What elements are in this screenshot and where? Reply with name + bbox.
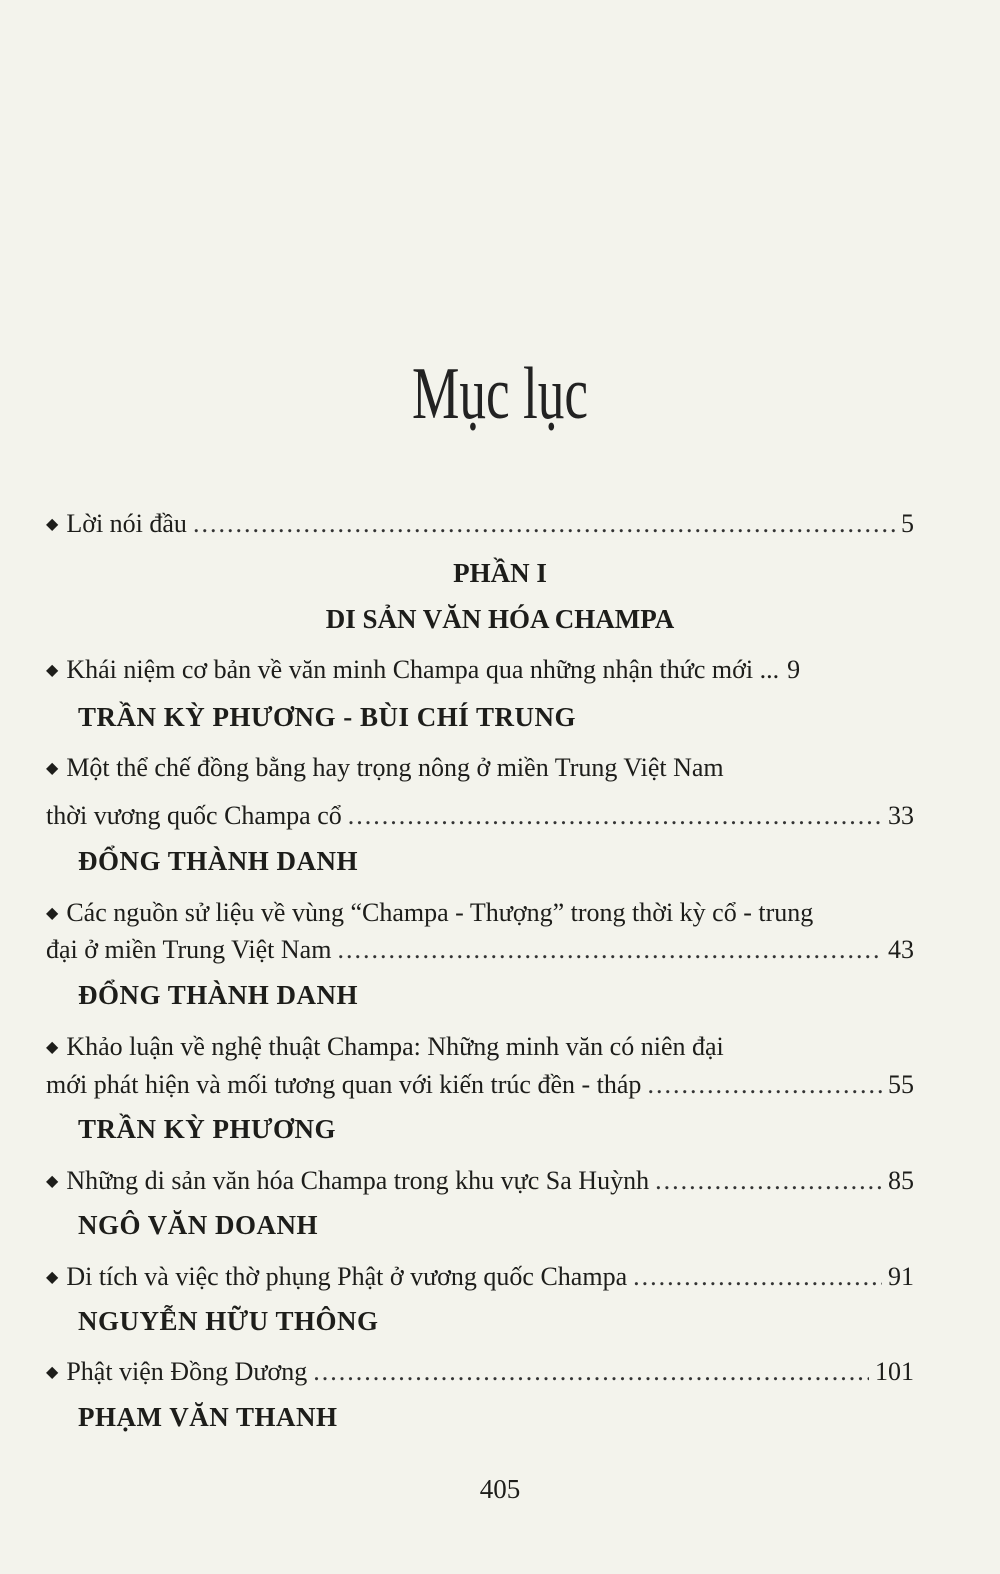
entry-author: NGÔ VĂN DOANH <box>78 1210 319 1240</box>
toc-entry <box>46 1356 914 1392</box>
entry-author: NGUYỄN HỮU THÔNG <box>78 1306 379 1336</box>
entry-author: ĐỔNG THÀNH DANH <box>78 980 359 1010</box>
entry-label-cont: đại ở miền Trung Việt Nam <box>46 935 332 964</box>
toc-entry-cont <box>46 1069 914 1101</box>
part-name: DI SẢN VĂN HÓA CHAMPA <box>325 604 675 634</box>
entry-page: 33 <box>888 801 914 830</box>
toc-entry-intro <box>46 508 914 544</box>
page-number: 405 <box>479 1474 521 1504</box>
entry-label: Khảo luận về nghệ thuật Champa: Những minh văn có niên đại <box>66 1032 724 1061</box>
entry-page: 5 <box>901 509 914 538</box>
toc-entry <box>46 1165 914 1201</box>
entry-page: 9 <box>787 655 801 684</box>
entry-author: TRẦN KỲ PHƯƠNG - BÙI CHÍ TRUNG <box>78 702 577 732</box>
entry-label: Lời nói đầu <box>66 509 187 538</box>
entry-author: PHẠM VĂN THANH <box>78 1402 338 1432</box>
page-title: Mục lục <box>411 353 589 435</box>
entry-author: ĐỔNG THÀNH DANH <box>78 846 359 876</box>
diamond-bullet-icon: ◆ <box>46 516 59 533</box>
toc-entry-cont <box>46 934 914 966</box>
entry-page: 43 <box>888 935 914 964</box>
leader-dots <box>313 1356 869 1388</box>
leader-dots <box>647 1069 882 1101</box>
diamond-bullet-icon: ◆ <box>46 1364 59 1381</box>
entry-label: Khái niệm cơ bản về văn minh Champa qua những nhận thức mới ... <box>66 655 780 684</box>
entry-author: TRẦN KỲ PHƯƠNG <box>78 1114 336 1144</box>
entry-label: Một thể chế đồng bằng hay trọng nông ở miền Trung Việt Nam <box>66 753 724 782</box>
leader-dots <box>655 1165 882 1197</box>
entry-label: Di tích và việc thờ phụng Phật ở vương quốc Champa <box>66 1262 628 1291</box>
entry-label: Các nguồn sử liệu về vùng “Champa - Thượng” trong thời kỳ cổ - trung <box>66 898 814 927</box>
leader-dots <box>337 934 882 966</box>
diamond-bullet-icon: ◆ <box>46 760 59 777</box>
entry-page: 91 <box>888 1262 914 1291</box>
entry-page: 101 <box>875 1357 914 1386</box>
leader-dots <box>348 800 882 832</box>
entry-label: Phật viện Đồng Dương <box>66 1357 308 1386</box>
toc-entry <box>46 654 914 690</box>
diamond-bullet-icon: ◆ <box>46 1039 59 1056</box>
entry-page: 55 <box>888 1070 914 1099</box>
diamond-bullet-icon: ◆ <box>46 1269 59 1286</box>
leader-dots <box>193 508 895 540</box>
diamond-bullet-icon: ◆ <box>46 1173 59 1190</box>
toc-entry-cont <box>46 800 914 832</box>
diamond-bullet-icon: ◆ <box>46 662 59 679</box>
entry-label-cont: mới phát hiện và mối tương quan với kiến trúc đền - tháp <box>46 1070 642 1099</box>
part-number: PHẦN I <box>453 558 547 588</box>
entry-page: 85 <box>888 1166 914 1195</box>
toc-entry <box>46 1031 914 1067</box>
entry-label: Những di sản văn hóa Champa trong khu vực Sa Huỳnh <box>66 1166 650 1195</box>
diamond-bullet-icon: ◆ <box>46 905 59 922</box>
toc-entry <box>46 897 914 933</box>
leader-dots <box>633 1261 882 1293</box>
entry-label-cont: thời vương quốc Champa cổ <box>46 801 342 830</box>
toc-entry <box>46 1261 914 1297</box>
toc-entry <box>46 752 914 788</box>
